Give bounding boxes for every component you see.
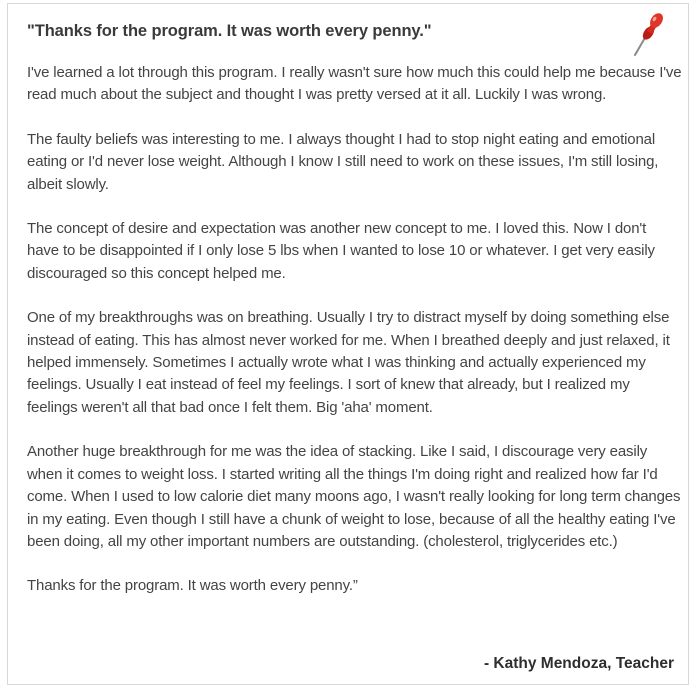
testimonial-signature: - Kathy Mendoza, Teacher [483, 655, 674, 672]
testimonial-body [8, 4, 688, 684]
testimonial-paragraph-4: One of my breakthroughs was on breathing. Usually I try to distract myself by doing something else instead of eating. This has almost never worked for me. When I breathed deeply and just relaxed, it helped immensely. Sometimes I actually wrote what I was thinking and actually experienced my feelings. Usually I eat instead of feel my feelings. I sort of knew that already, but I realized my feelings weren't all that bad once I felt them. Big 'aha' moment. [27, 309, 670, 416]
testimonial-paragraph-5: Another huge breakthrough for me was the idea of stacking. Like I said, I discourage very easily when it comes to weight loss. I started writing all the things I'm doing right and realized how far I'd come. When I used to low calorie diet many moons ago, I wasn't really looking for long term changes in my eating. Even though I still have a chunk of weight to lose, because of all the healthy eating I've been doing, all my other important numbers are outstanding. (cholesterol, triglycerides etc.) [27, 443, 681, 550]
testimonial-card [7, 3, 689, 685]
testimonial-heading: "Thanks for the program. It was worth every penny." [27, 22, 432, 40]
testimonial-paragraph-1: I've learned a lot through this program. I really wasn't sure how much this could help me because I've read much about the subject and thought I was pretty versed at it all. Luckily I was wrong. [27, 64, 682, 104]
testimonial-paragraph-2: The faulty beliefs was interesting to me. I always thought I had to stop night eating and emotional eating or I'd never lose weight. Although I know I still need to work on these issues, I'm still losing, albeit slowly. [27, 130, 659, 193]
testimonial-closing: Thanks for the program. It was worth every penny.” [27, 577, 358, 595]
testimonial-paragraph-3: The concept of desire and expectation was another new concept to me. I loved this. Now I don't have to be disappointed if I only lose 5 lbs when I wanted to lose 10 or whatever. I get very easily discouraged so this concept helped me. [27, 220, 655, 282]
